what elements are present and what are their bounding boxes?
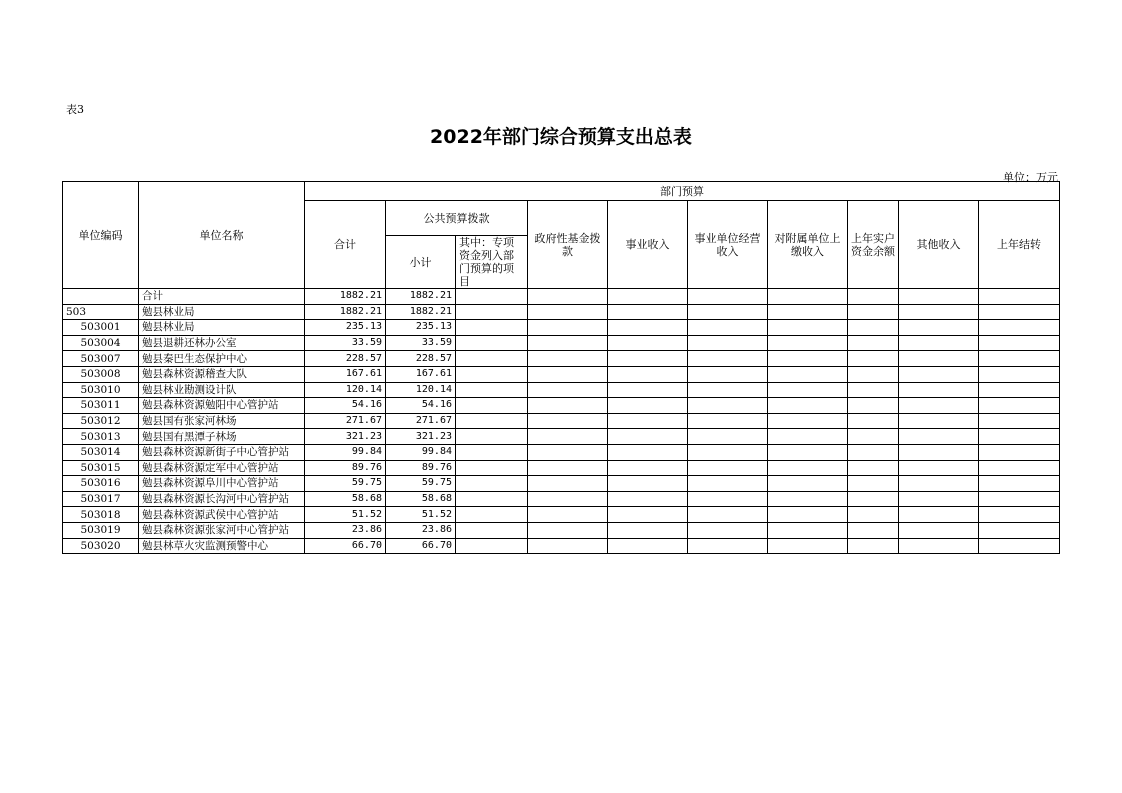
cell-total: 59.75 (305, 476, 386, 492)
cell-code: 503008 (63, 366, 139, 382)
cell-empty (768, 289, 848, 305)
cell-empty (456, 538, 528, 554)
cell-name: 勉县林草火灾监测预警中心 (139, 538, 305, 554)
cell-empty (979, 366, 1060, 382)
cell-empty (528, 351, 608, 367)
cell-empty (528, 444, 608, 460)
cell-empty (848, 444, 899, 460)
cell-empty (688, 507, 768, 523)
cell-empty (979, 460, 1060, 476)
cell-empty (608, 444, 688, 460)
cell-empty (899, 444, 979, 460)
table-body (63, 289, 1060, 554)
cell-empty (456, 289, 528, 305)
cell-subtotal: 89.76 (386, 460, 456, 476)
cell-subtotal: 235.13 (386, 320, 456, 336)
cell-empty (688, 304, 768, 320)
cell-empty (528, 366, 608, 382)
cell-empty (899, 382, 979, 398)
header-gov-fund: 政府性基金拨款 (528, 201, 608, 289)
table-row (63, 460, 1060, 476)
cell-subtotal: 59.75 (386, 476, 456, 492)
cell-total: 54.16 (305, 398, 386, 414)
header-public-budget: 公共预算拨款 (386, 201, 528, 236)
cell-total: 58.68 (305, 491, 386, 507)
cell-empty (608, 491, 688, 507)
cell-empty (456, 413, 528, 429)
cell-empty (899, 335, 979, 351)
cell-name: 勉县森林资源武侯中心管护站 (139, 507, 305, 523)
cell-empty (528, 289, 608, 305)
cell-empty (608, 429, 688, 445)
cell-empty (899, 460, 979, 476)
cell-empty (688, 320, 768, 336)
table-row (63, 538, 1060, 554)
cell-empty (768, 522, 848, 538)
cell-empty (848, 351, 899, 367)
cell-name: 勉县秦巴生态保护中心 (139, 351, 305, 367)
cell-empty (688, 460, 768, 476)
cell-total: 321.23 (305, 429, 386, 445)
header-other-income: 其他收入 (899, 201, 979, 289)
header-last-year-balance: 上年实户资金余额 (848, 201, 899, 289)
cell-empty (456, 320, 528, 336)
cell-code (63, 289, 139, 305)
cell-code: 503004 (63, 335, 139, 351)
table-row (63, 429, 1060, 445)
header-subtotal: 小计 (386, 236, 456, 289)
cell-empty (848, 382, 899, 398)
cell-empty (768, 382, 848, 398)
cell-code: 503018 (63, 507, 139, 523)
cell-empty (979, 351, 1060, 367)
cell-empty (899, 351, 979, 367)
table-row (63, 507, 1060, 523)
cell-name: 勉县森林资源定军中心管护站 (139, 460, 305, 476)
cell-empty (456, 444, 528, 460)
cell-empty (608, 304, 688, 320)
cell-empty (688, 351, 768, 367)
cell-subtotal: 54.16 (386, 398, 456, 414)
cell-code: 503010 (63, 382, 139, 398)
cell-empty (528, 413, 608, 429)
cell-empty (768, 413, 848, 429)
cell-empty (456, 398, 528, 414)
cell-empty (979, 413, 1060, 429)
cell-subtotal: 1882.21 (386, 289, 456, 305)
cell-empty (848, 476, 899, 492)
cell-empty (979, 320, 1060, 336)
cell-total: 228.57 (305, 351, 386, 367)
cell-empty (899, 398, 979, 414)
header-subordinate: 对附属单位上缴收入 (768, 201, 848, 289)
cell-empty (456, 522, 528, 538)
cell-total: 51.52 (305, 507, 386, 523)
cell-empty (456, 460, 528, 476)
cell-empty (528, 522, 608, 538)
cell-empty (688, 444, 768, 460)
cell-empty (688, 335, 768, 351)
cell-total: 120.14 (305, 382, 386, 398)
cell-total: 89.76 (305, 460, 386, 476)
cell-empty (768, 366, 848, 382)
cell-empty (979, 522, 1060, 538)
cell-empty (688, 476, 768, 492)
header-last-year-carry: 上年结转 (979, 201, 1060, 289)
cell-empty (456, 335, 528, 351)
table-row (63, 522, 1060, 538)
table-row (63, 335, 1060, 351)
cell-empty (899, 522, 979, 538)
cell-empty (688, 398, 768, 414)
cell-empty (979, 429, 1060, 445)
cell-total: 99.84 (305, 444, 386, 460)
table-row (63, 413, 1060, 429)
cell-empty (979, 289, 1060, 305)
cell-empty (848, 538, 899, 554)
cell-empty (608, 538, 688, 554)
unit-label: 单位：万元 (1003, 171, 1058, 184)
cell-empty (528, 429, 608, 445)
cell-subtotal: 228.57 (386, 351, 456, 367)
cell-code: 503020 (63, 538, 139, 554)
cell-empty (979, 304, 1060, 320)
cell-empty (848, 507, 899, 523)
cell-subtotal: 271.67 (386, 413, 456, 429)
cell-empty (899, 366, 979, 382)
cell-empty (848, 398, 899, 414)
cell-empty (848, 335, 899, 351)
cell-empty (768, 429, 848, 445)
cell-subtotal: 167.61 (386, 366, 456, 382)
cell-name: 勉县林业勘测设计队 (139, 382, 305, 398)
cell-empty (768, 320, 848, 336)
cell-empty (528, 507, 608, 523)
cell-empty (768, 507, 848, 523)
cell-code: 503019 (63, 522, 139, 538)
cell-empty (768, 491, 848, 507)
table-row (63, 382, 1060, 398)
cell-name: 勉县林业局 (139, 304, 305, 320)
cell-empty (848, 366, 899, 382)
cell-empty (848, 304, 899, 320)
cell-empty (979, 538, 1060, 554)
cell-total: 66.70 (305, 538, 386, 554)
cell-empty (608, 320, 688, 336)
cell-empty (979, 507, 1060, 523)
cell-empty (899, 507, 979, 523)
cell-name: 合计 (139, 289, 305, 305)
header-business-income: 事业收入 (608, 201, 688, 289)
cell-empty (848, 320, 899, 336)
cell-total: 1882.21 (305, 304, 386, 320)
cell-subtotal: 321.23 (386, 429, 456, 445)
cell-empty (768, 304, 848, 320)
cell-empty (768, 444, 848, 460)
cell-code: 503017 (63, 491, 139, 507)
cell-empty (848, 491, 899, 507)
cell-empty (528, 398, 608, 414)
cell-empty (688, 413, 768, 429)
cell-empty (608, 413, 688, 429)
cell-empty (768, 351, 848, 367)
cell-empty (848, 289, 899, 305)
cell-subtotal: 58.68 (386, 491, 456, 507)
cell-subtotal: 23.86 (386, 522, 456, 538)
cell-subtotal: 1882.21 (386, 304, 456, 320)
table-row (63, 476, 1060, 492)
cell-code: 503014 (63, 444, 139, 460)
cell-name: 勉县退耕还林办公室 (139, 335, 305, 351)
cell-empty (979, 444, 1060, 460)
cell-empty (848, 522, 899, 538)
budget-expenditure-table (62, 181, 1060, 554)
cell-total: 1882.21 (305, 289, 386, 305)
cell-empty (899, 304, 979, 320)
header-name: 单位名称 (139, 182, 305, 289)
table-row (63, 289, 1060, 305)
cell-empty (688, 429, 768, 445)
cell-empty (688, 538, 768, 554)
cell-empty (456, 304, 528, 320)
cell-empty (528, 335, 608, 351)
cell-empty (456, 476, 528, 492)
cell-empty (528, 491, 608, 507)
cell-code: 503015 (63, 460, 139, 476)
cell-code: 503013 (63, 429, 139, 445)
cell-empty (899, 320, 979, 336)
cell-empty (528, 460, 608, 476)
cell-empty (768, 398, 848, 414)
cell-empty (456, 429, 528, 445)
cell-empty (899, 491, 979, 507)
cell-empty (608, 476, 688, 492)
cell-empty (528, 382, 608, 398)
cell-empty (528, 476, 608, 492)
cell-empty (528, 538, 608, 554)
cell-empty (979, 335, 1060, 351)
cell-empty (688, 382, 768, 398)
cell-empty (899, 289, 979, 305)
cell-name: 勉县国有张家河林场 (139, 413, 305, 429)
cell-empty (608, 335, 688, 351)
cell-empty (528, 320, 608, 336)
header-total: 合计 (305, 201, 386, 289)
cell-empty (848, 413, 899, 429)
cell-empty (688, 522, 768, 538)
table-row (63, 398, 1060, 414)
cell-empty (528, 304, 608, 320)
cell-empty (608, 289, 688, 305)
cell-name: 勉县森林资源阜川中心管护站 (139, 476, 305, 492)
cell-empty (899, 429, 979, 445)
cell-subtotal: 99.84 (386, 444, 456, 460)
cell-name: 勉县森林资源张家河中心管护站 (139, 522, 305, 538)
cell-empty (456, 491, 528, 507)
cell-empty (768, 538, 848, 554)
table-row (63, 491, 1060, 507)
header-dept-budget: 部门预算 (305, 182, 1060, 201)
cell-empty (688, 289, 768, 305)
table-row (63, 444, 1060, 460)
cell-empty (608, 507, 688, 523)
cell-empty (688, 491, 768, 507)
cell-code: 503007 (63, 351, 139, 367)
cell-empty (979, 491, 1060, 507)
cell-total: 33.59 (305, 335, 386, 351)
cell-empty (456, 351, 528, 367)
cell-name: 勉县森林资源新街子中心管护站 (139, 444, 305, 460)
cell-code: 503011 (63, 398, 139, 414)
cell-empty (768, 335, 848, 351)
cell-empty (848, 460, 899, 476)
cell-name: 勉县森林资源勉阳中心管护站 (139, 398, 305, 414)
cell-code: 503001 (63, 320, 139, 336)
cell-total: 167.61 (305, 366, 386, 382)
cell-code: 503 (63, 304, 139, 320)
cell-name: 勉县森林资源长沟河中心管护站 (139, 491, 305, 507)
cell-empty (979, 382, 1060, 398)
cell-empty (848, 429, 899, 445)
cell-empty (979, 476, 1060, 492)
cell-subtotal: 66.70 (386, 538, 456, 554)
header-code: 单位编码 (63, 182, 139, 289)
table-row (63, 366, 1060, 382)
cell-empty (608, 522, 688, 538)
cell-name: 勉县森林资源稽查大队 (139, 366, 305, 382)
cell-empty (768, 476, 848, 492)
table-row (63, 304, 1060, 320)
cell-empty (608, 382, 688, 398)
cell-total: 23.86 (305, 522, 386, 538)
cell-empty (688, 366, 768, 382)
cell-subtotal: 33.59 (386, 335, 456, 351)
cell-empty (608, 398, 688, 414)
cell-empty (899, 538, 979, 554)
table-row (63, 320, 1060, 336)
table-number-label: 表3 (66, 103, 84, 116)
cell-code: 503012 (63, 413, 139, 429)
cell-empty (979, 398, 1060, 414)
cell-name: 勉县林业局 (139, 320, 305, 336)
cell-empty (608, 366, 688, 382)
page-title: 2022年部门综合预算支出总表 (430, 126, 692, 148)
cell-empty (456, 507, 528, 523)
cell-subtotal: 120.14 (386, 382, 456, 398)
cell-empty (456, 366, 528, 382)
header-business-operating: 事业单位经营收入 (688, 201, 768, 289)
cell-name: 勉县国有黑潭子林场 (139, 429, 305, 445)
cell-total: 235.13 (305, 320, 386, 336)
header-special-funds: 其中：专项资金列入部门预算的项目 (456, 236, 528, 289)
cell-empty (899, 413, 979, 429)
cell-code: 503016 (63, 476, 139, 492)
cell-empty (608, 351, 688, 367)
table-row (63, 351, 1060, 367)
cell-empty (608, 460, 688, 476)
cell-empty (456, 382, 528, 398)
cell-empty (899, 476, 979, 492)
cell-subtotal: 51.52 (386, 507, 456, 523)
cell-total: 271.67 (305, 413, 386, 429)
cell-empty (768, 460, 848, 476)
